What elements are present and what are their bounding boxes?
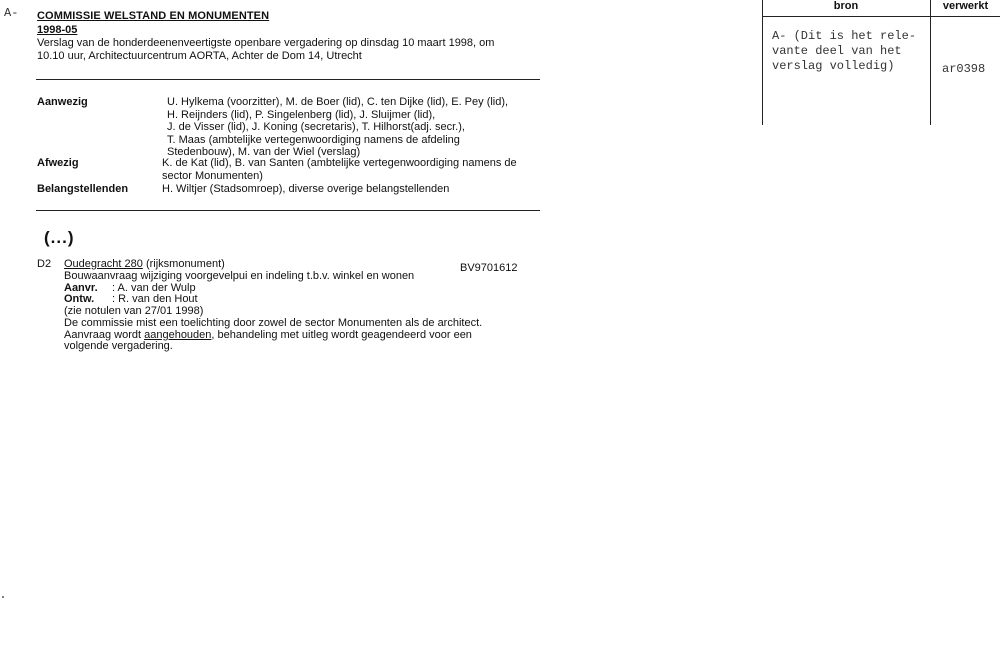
subtitle-line: 10.10 uur, Architectuurcentrum AORTA, Achter de Dom 14, Utrecht	[37, 50, 362, 62]
bron-cell	[772, 29, 932, 74]
present-label: Aanwezig	[37, 96, 88, 108]
decision-suffix: , behandeling met uitleg wordt geagendeerd voor een	[211, 328, 472, 341]
document-subtitle	[37, 37, 537, 63]
divider	[36, 210, 540, 211]
applicant-name: : A. van der Wulp	[112, 281, 196, 294]
bron-line: vante deel van het	[772, 44, 902, 58]
subtitle-line: Verslag van de honderdeenenveertigste openbare vergadering op dinsdag 10 maart 1998, om	[37, 37, 495, 49]
decision-prefix: Aanvraag wordt	[64, 328, 145, 341]
agenda-remark: De commissie mist een toelichting door zowel de sector Monumenten als de architect.	[64, 316, 483, 329]
stakeholders-label: Belangstellenden	[37, 183, 129, 195]
document-title: COMMISSIE WELSTAND EN MONUMENTEN	[37, 10, 270, 22]
table-border	[762, 0, 763, 125]
omission-marker: (...)	[44, 228, 75, 247]
source-table	[762, 0, 1000, 125]
stakeholders-list	[162, 183, 449, 196]
designer-name: : R. van den Hout	[112, 293, 198, 306]
absent-line: sector Monumenten)	[162, 169, 263, 182]
absent-line: K. de Kat (lid), B. van Santen (ambtelijke vertegenwoordiging namens de	[162, 157, 517, 169]
address-name: Oudegracht 280	[64, 258, 143, 270]
agenda-item-reference: BV9701612	[460, 262, 518, 274]
present-line: Stedenbouw), M. van der Wiel (verslag)	[167, 146, 361, 159]
table-header-verwerkt: verwerkt	[942, 0, 989, 12]
present-line: T. Maas (ambtelijke vertegenwoordiging namens de afdeling	[167, 133, 460, 146]
agenda-decision-continued: volgende vergadering.	[64, 340, 173, 353]
margin-mark: A-	[4, 6, 19, 20]
bron-line: A- (Dit is het rele-	[772, 29, 917, 43]
present-list	[167, 96, 508, 159]
present-line: J. de Visser (lid), J. Koning (secretaris), T. Hilhorst(adj. secr.),	[167, 121, 465, 134]
address-note: (rijksmonument)	[142, 258, 225, 270]
absent-list	[162, 157, 517, 182]
applicant-label: Aanvr.	[64, 281, 98, 294]
agenda-item-body	[64, 271, 524, 353]
divider	[36, 79, 540, 80]
table-header-bron: bron	[833, 0, 859, 12]
document-number: 1998-05	[37, 24, 78, 36]
present-line: U. Hylkema (voorzitter), M. de Boer (lid), C. ten Dijke (lid), E. Pey (lid),	[167, 96, 509, 108]
stakeholders-line: H. Wiltjer (Stadsomroep), diverse overige belangstellenden	[162, 183, 450, 195]
decision-keyword: aangehouden	[144, 328, 212, 341]
absent-label: Afwezig	[37, 157, 79, 169]
present-line: H. Reijnders (lid), P. Singelenberg (lid), J. Sluijmer (lid),	[167, 108, 436, 121]
designer-label: Ontw.	[64, 293, 95, 306]
bron-line: verslag volledig)	[772, 59, 895, 73]
agenda-note: (zie notulen van 27/01 1998)	[64, 305, 204, 318]
scan-speck	[2, 596, 4, 598]
agenda-item-address	[64, 258, 225, 270]
agenda-description: Bouwaanvraag wijziging voorgevelpui en indeling t.b.v. winkel en wonen	[64, 270, 415, 282]
verwerkt-cell: ar0398	[942, 62, 986, 76]
agenda-item-number: D2	[37, 258, 52, 270]
